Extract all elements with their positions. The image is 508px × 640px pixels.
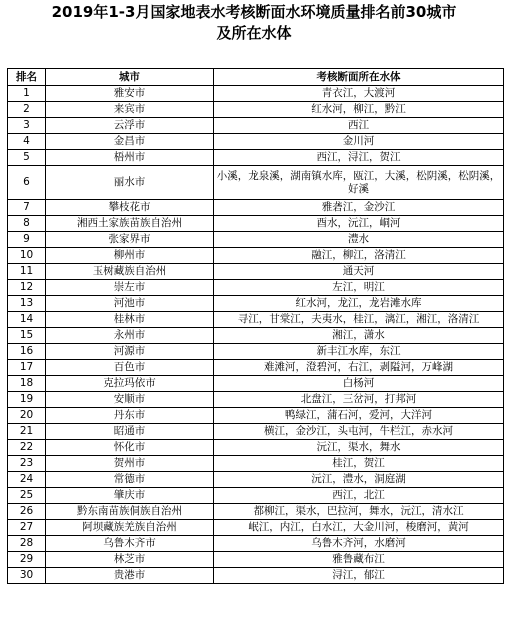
rank-cell: 8 [8,216,46,232]
city-cell: 河池市 [46,296,214,312]
table-row [8,472,504,488]
city-cell: 怀化市 [46,440,214,456]
table-row [8,328,504,344]
city-cell: 林芝市 [46,552,214,568]
city-cell: 丹东市 [46,408,214,424]
table-row [8,408,504,424]
water-cell: 浔江，郁江 [214,568,504,584]
table-row [8,102,504,118]
rank-cell: 5 [8,150,46,166]
rank-cell: 20 [8,408,46,424]
table-row [8,392,504,408]
rank-cell: 12 [8,280,46,296]
city-cell: 云浮市 [46,118,214,134]
table-row [8,504,504,520]
table-row [8,232,504,248]
water-cell: 青衣江，大渡河 [214,86,504,102]
table-row [8,216,504,232]
table-body [8,86,504,584]
water-cell: 雅鲁藏布江 [214,552,504,568]
rank-cell: 28 [8,536,46,552]
table-row [8,166,504,200]
rank-cell: 2 [8,102,46,118]
water-cell: 红水河，柳江，黔江 [214,102,504,118]
city-cell: 肇庆市 [46,488,214,504]
water-cell: 湘江，潇水 [214,328,504,344]
rank-cell: 17 [8,360,46,376]
city-cell: 永州市 [46,328,214,344]
table-row [8,376,504,392]
rank-cell: 3 [8,118,46,134]
table-row [8,360,504,376]
water-cell: 白杨河 [214,376,504,392]
water-cell: 横江，金沙江，头屯河，牛栏江，赤水河 [214,424,504,440]
city-cell: 河源市 [46,344,214,360]
water-cell: 乌鲁木齐河，水磨河 [214,536,504,552]
water-cell: 红水河，龙江，龙岩滩水库 [214,296,504,312]
table-row [8,536,504,552]
city-cell: 贺州市 [46,456,214,472]
table-row [8,312,504,328]
table-row [8,552,504,568]
table-row [8,456,504,472]
table-row [8,200,504,216]
water-cell: 通天河 [214,264,504,280]
water-cell: 都柳江，渠水，巴拉河，舞水，沅江，清水江 [214,504,504,520]
rank-cell: 21 [8,424,46,440]
water-cell: 鸭绿江，蒲石河，爱河，大洋河 [214,408,504,424]
city-cell: 来宾市 [46,102,214,118]
water-cell: 难滩河，澄碧河，右江，剥隘河，万峰湖 [214,360,504,376]
table-header-row [8,69,504,86]
rank-cell: 14 [8,312,46,328]
rank-cell: 23 [8,456,46,472]
water-cell: 雅砻江，金沙江 [214,200,504,216]
table-row [8,134,504,150]
table-row [8,296,504,312]
rank-cell: 7 [8,200,46,216]
table-row [8,520,504,536]
table-row [8,344,504,360]
header-water: 考核断面所在水体 [214,69,504,86]
rank-cell: 25 [8,488,46,504]
table-row [8,248,504,264]
water-cell: 沅江，澧水，洞庭湖 [214,472,504,488]
city-cell: 常德市 [46,472,214,488]
rank-cell: 1 [8,86,46,102]
water-cell: 西江 [214,118,504,134]
water-cell: 桂江，贺江 [214,456,504,472]
city-cell: 安顺市 [46,392,214,408]
water-cell: 澧水 [214,232,504,248]
water-cell: 新丰江水库，东江 [214,344,504,360]
water-cell: 融江，柳江，洛清江 [214,248,504,264]
city-cell: 百色市 [46,360,214,376]
header-city: 城市 [46,69,214,86]
table-row [8,264,504,280]
rank-cell: 11 [8,264,46,280]
rank-cell: 19 [8,392,46,408]
water-cell: 西江，浔江，贺江 [214,150,504,166]
water-cell: 岷江，内江，白水江，大金川河，梭磨河，黄河 [214,520,504,536]
water-cell: 酉水，沅江，峒河 [214,216,504,232]
table-row [8,118,504,134]
city-cell: 梧州市 [46,150,214,166]
rank-cell: 10 [8,248,46,264]
rank-cell: 13 [8,296,46,312]
rank-cell: 24 [8,472,46,488]
title-line-1: 2019年1-3月国家地表水考核断面水环境质量排名前30城市 [51,3,457,21]
rank-cell: 18 [8,376,46,392]
city-cell: 昭通市 [46,424,214,440]
rank-cell: 6 [8,166,46,200]
water-cell: 金川河 [214,134,504,150]
rank-cell: 26 [8,504,46,520]
rank-cell: 29 [8,552,46,568]
water-cell: 沅江，渠水，舞水 [214,440,504,456]
table-row [8,280,504,296]
city-cell: 贵港市 [46,568,214,584]
rank-cell: 27 [8,520,46,536]
water-cell: 寻江，甘棠江，夫夷水，桂江，漓江，湘江，洛清江 [214,312,504,328]
city-cell: 阿坝藏族羌族自治州 [46,520,214,536]
table-row [8,86,504,102]
water-cell: 西江，北江 [214,488,504,504]
city-cell: 崇左市 [46,280,214,296]
city-cell: 克拉玛依市 [46,376,214,392]
water-cell: 北盘江，三岔河，打邦河 [214,392,504,408]
rank-cell: 9 [8,232,46,248]
city-cell: 张家界市 [46,232,214,248]
city-cell: 金昌市 [46,134,214,150]
table-row [8,568,504,584]
rank-cell: 16 [8,344,46,360]
ranking-table [7,68,504,584]
city-cell: 湘西土家族苗族自治州 [46,216,214,232]
rank-cell: 4 [8,134,46,150]
city-cell: 黔东南苗族侗族自治州 [46,504,214,520]
city-cell: 雅安市 [46,86,214,102]
water-cell: 左江，明江 [214,280,504,296]
city-cell: 玉树藏族自治州 [46,264,214,280]
page-title [0,2,508,44]
rank-cell: 22 [8,440,46,456]
city-cell: 丽水市 [46,166,214,200]
city-cell: 乌鲁木齐市 [46,536,214,552]
table-row [8,150,504,166]
title-line-2: 及所在水体 [216,24,292,42]
rank-cell: 15 [8,328,46,344]
city-cell: 攀枝花市 [46,200,214,216]
table-row [8,440,504,456]
header-rank: 排名 [8,69,46,86]
water-cell: 小溪，龙泉溪，湖南镇水库，瓯江，大溪，松阴溪，松阴溪，好溪 [214,166,504,200]
city-cell: 柳州市 [46,248,214,264]
table-row [8,488,504,504]
city-cell: 桂林市 [46,312,214,328]
rank-cell: 30 [8,568,46,584]
table-row [8,424,504,440]
